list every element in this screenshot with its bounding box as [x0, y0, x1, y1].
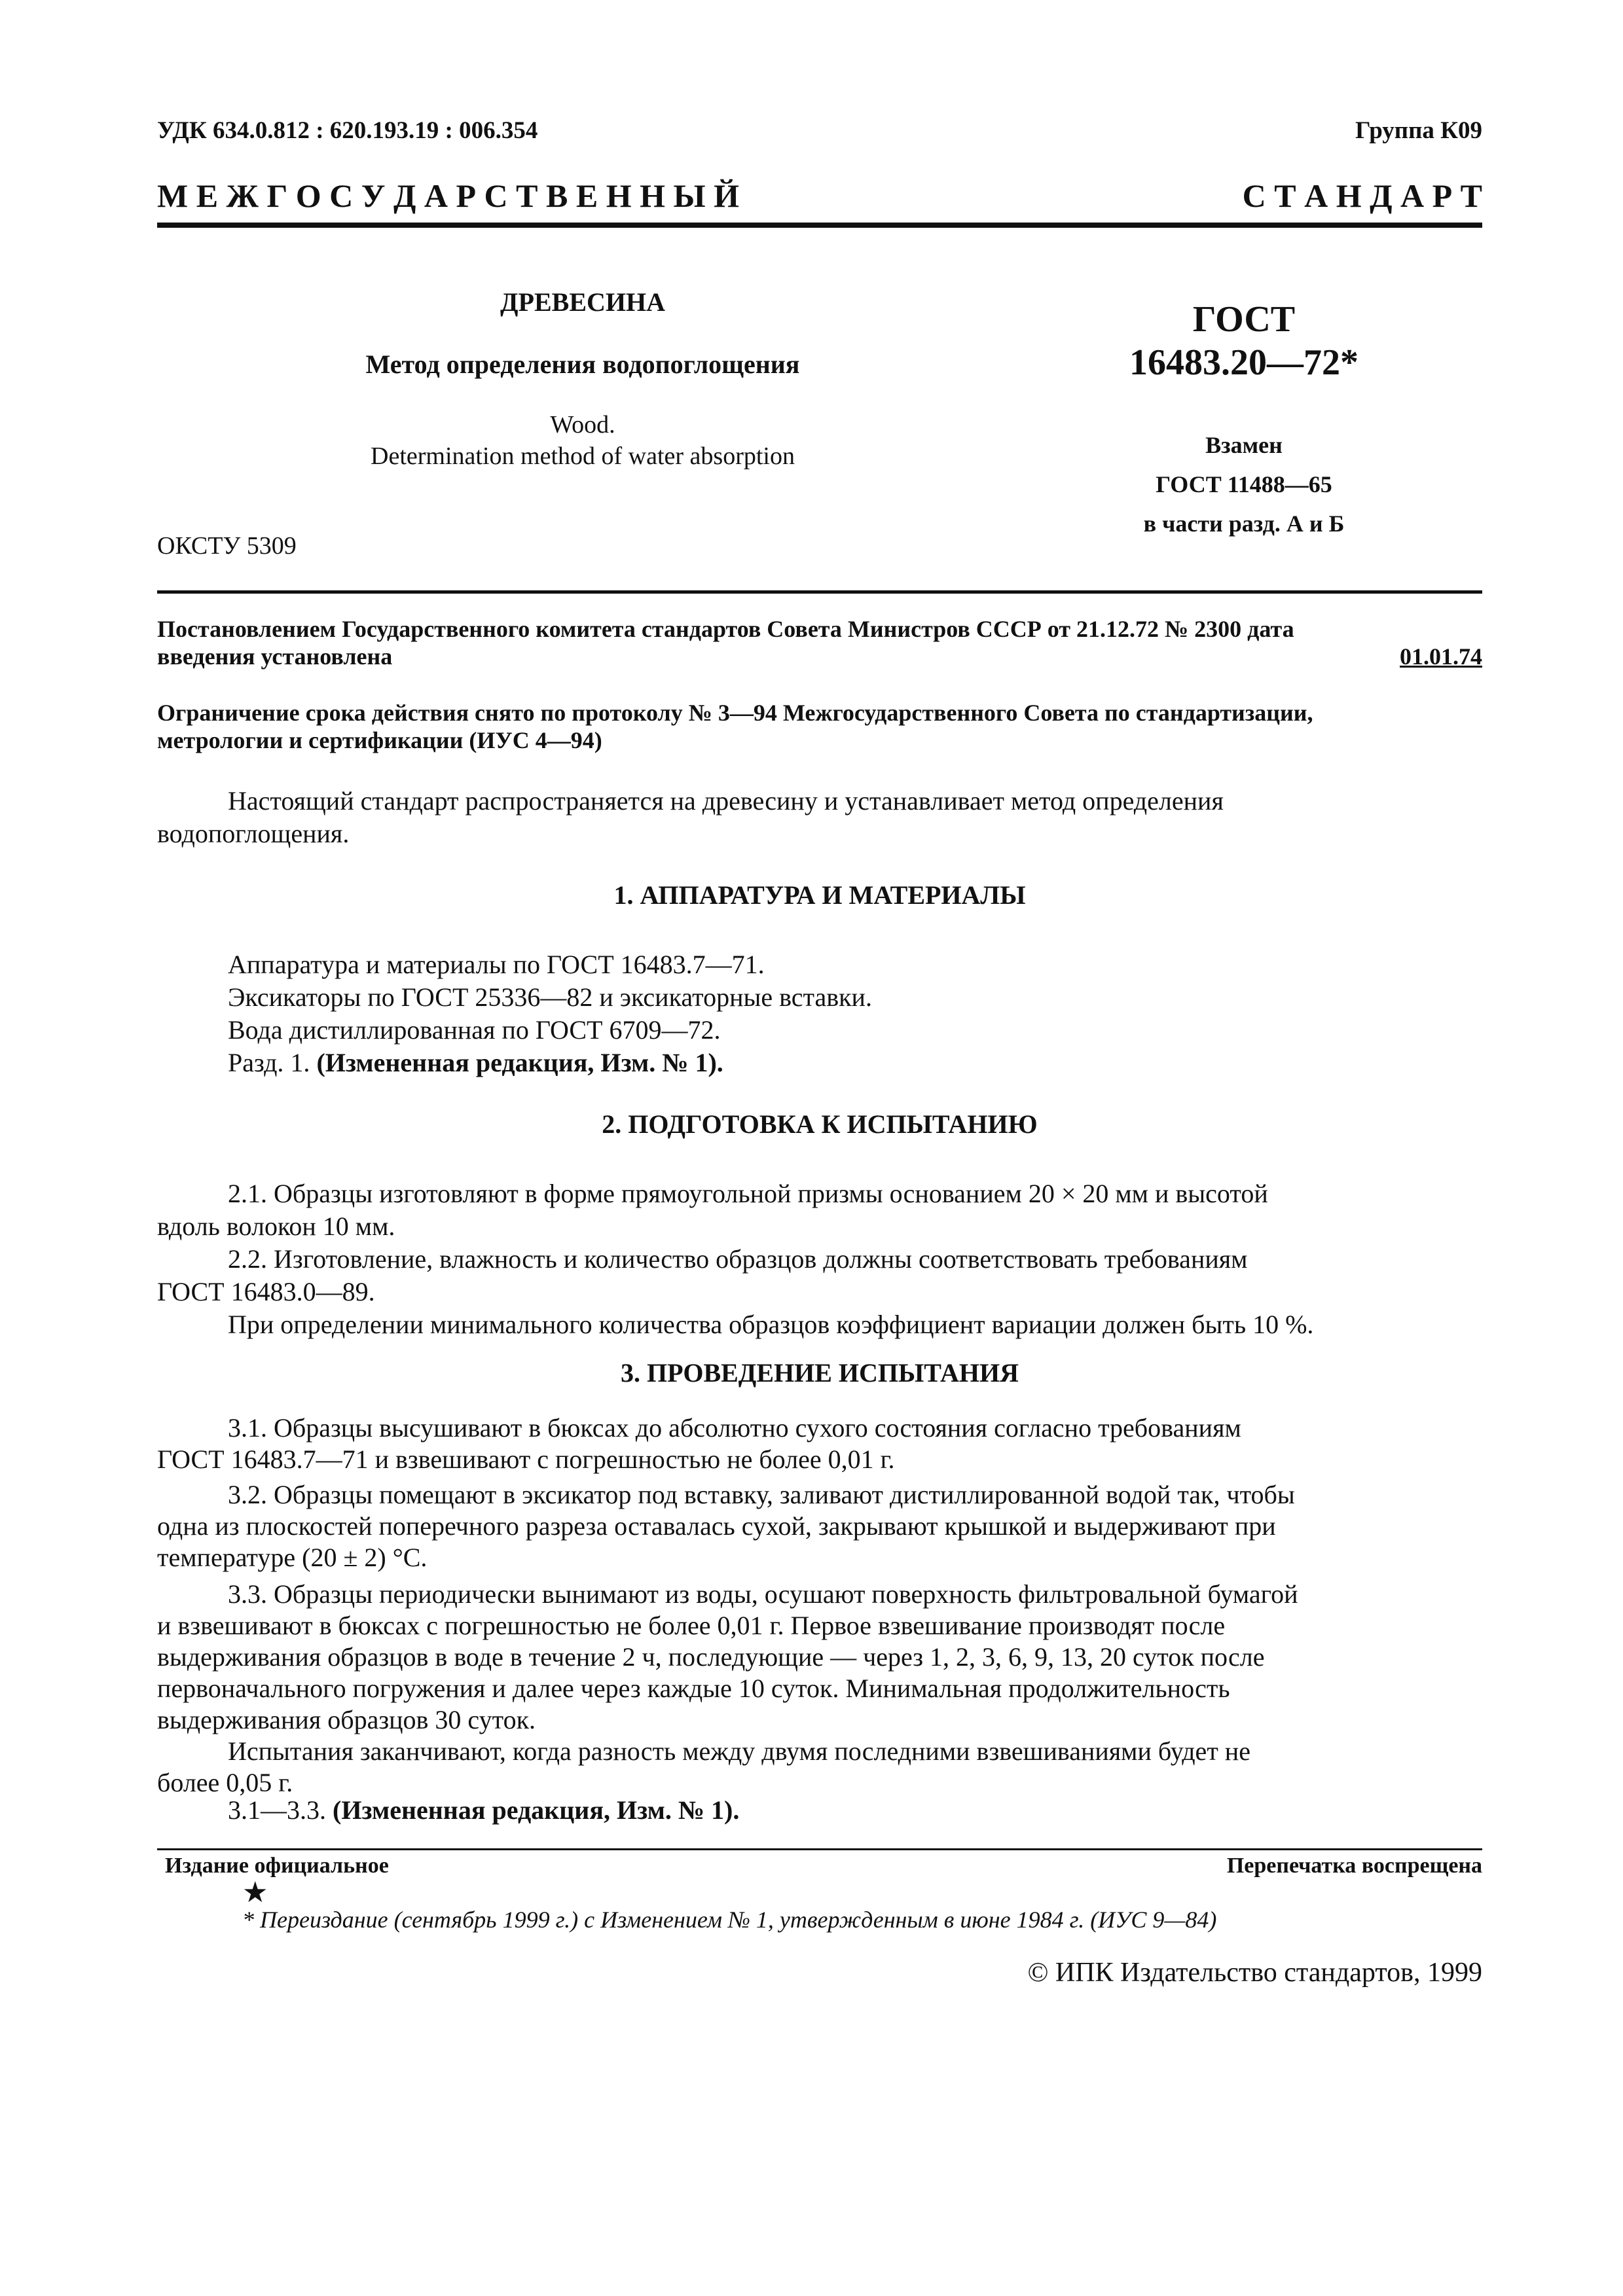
- interstate-standard-banner: [157, 177, 1482, 215]
- banner-word-interstate: М Е Ж Г О С У Д А Р С Т В Е Н Н Ы Й: [157, 177, 739, 214]
- decree-line1: Постановлением Государственного комитета стандартов Совета Министров СССР от 21.12.72 № 2300 дата: [157, 616, 1294, 642]
- title-rule: [157, 590, 1482, 594]
- section1-amend-prefix: Разд. 1.: [228, 1048, 310, 1077]
- section3-p1-line1: 3.1. Образцы высушивают в бюксах до абсолютно сухого состояния согласно требованиям: [228, 1413, 1241, 1443]
- copyright: © ИПК Издательство стандартов, 1999: [1027, 1958, 1482, 1988]
- english-title-line2: Determination method of water absorption: [371, 442, 795, 470]
- official-edition: Издание официальное: [165, 1854, 389, 1878]
- limitation-line2: метрологии и сертификации (ИУС 4—94): [157, 727, 602, 753]
- reissue-note: * Переиздание (сентябрь 1999 г.) с Изменением № 1, утвержденным в июне 1984 г. (ИУС 9—84): [242, 1907, 1217, 1933]
- section3-p1-line2: ГОСТ 16483.7—71 и взвешивают с погрешностью не более 0,01 г.: [157, 1444, 895, 1474]
- footer-rule: [157, 1848, 1482, 1850]
- udk-code: УДК 634.0.812 : 620.193.19 : 006.354: [157, 117, 538, 144]
- section2-p1-line2: вдоль волокон 10 мм.: [157, 1211, 395, 1241]
- section3-p3-line1: 3.3. Образцы периодически вынимают из воды, осушают поверхность фильтровальной бумагой: [228, 1579, 1298, 1609]
- section2-p2-line2: ГОСТ 16483.0—89.: [157, 1277, 375, 1306]
- section3-amendment: [228, 1795, 1482, 1826]
- section2-p2-line1: 2.2. Изготовление, влажность и количество образцов должны соответствовать требованиям: [228, 1244, 1248, 1274]
- group-code: Группа К09: [1355, 117, 1482, 144]
- limitation-line1: Ограничение срока действия снято по протоколу № 3—94 Межгосударственного Совета по стандартизации,: [157, 700, 1313, 726]
- section3-heading: 3. ПРОВЕДЕНИЕ ИСПЫТАНИЯ: [621, 1358, 1019, 1388]
- replaces-number: ГОСТ 11488—65: [1156, 471, 1332, 497]
- replaces-scope: в части разд. А и Б: [1143, 511, 1345, 537]
- star-icon: ★: [242, 1876, 268, 1909]
- section3-p3-line3: выдерживания образцов в воде в течение 2 ч, последующие — через 1, 2, 3, 6, 9, 13, 20 суток после: [157, 1642, 1265, 1672]
- document-subtitle: Метод определения водопоглощения: [365, 350, 800, 379]
- section1-amendment: [228, 1047, 1482, 1079]
- section2-heading: 2. ПОДГОТОВКА К ИСПЫТАНИЮ: [602, 1109, 1038, 1139]
- section2-p1-line1: 2.1. Образцы изготовляют в форме прямоугольной призмы основанием 20 × 20 мм и высотой: [228, 1179, 1268, 1208]
- banner-word-standard: С Т А Н Д А Р Т: [1242, 177, 1482, 214]
- section1-item3: Вода дистиллированная по ГОСТ 6709—72.: [228, 1015, 721, 1045]
- section1-item1: Аппаратура и материалы по ГОСТ 16483.7—71.: [228, 950, 765, 979]
- section2-p3: При определении минимального количества образцов коэффициент вариации должен быть 10 %.: [228, 1310, 1314, 1339]
- replaces-label: Взамен: [1205, 432, 1283, 458]
- section3-p2-line3: температуре (20 ± 2) °С.: [157, 1543, 428, 1572]
- document-title: ДРЕВЕСИНА: [500, 287, 665, 317]
- effective-date: 01.01.74: [1400, 643, 1482, 670]
- banner-rule: [157, 223, 1482, 228]
- section3-p4-line2: более 0,05 г.: [157, 1768, 293, 1797]
- intro-line1: Настоящий стандарт распространяется на древесину и устанавливает метод определения: [228, 786, 1224, 816]
- section1-heading: 1. АППАРАТУРА И МАТЕРИАЛЫ: [613, 880, 1026, 910]
- english-title-line1: Wood.: [550, 411, 615, 439]
- section3-p4-line1: Испытания заканчивают, когда разность между двумя последними взвешиваниями будет не: [228, 1736, 1250, 1766]
- section1-amend-note: (Измененная редакция, Изм. № 1).: [316, 1048, 723, 1077]
- section3-p3-line2: и взвешивают в бюксах с погрешностью не более 0,01 г. Первое взвешивание производят после: [157, 1611, 1226, 1640]
- section1-item2: Эксикаторы по ГОСТ 25336—82 и эксикаторные вставки.: [228, 982, 872, 1012]
- header-line: [157, 117, 1482, 145]
- gost-designation: [1028, 298, 1460, 384]
- section3-amend-prefix: 3.1—3.3.: [228, 1795, 326, 1825]
- limitation-text: [157, 699, 1482, 754]
- section3-p2-line2: одна из плоскостей поперечного разреза оставалась сухой, закрывают крышкой и выдерживают при: [157, 1511, 1276, 1541]
- reprint-prohibited: Перепечатка воспрещена: [1226, 1854, 1482, 1878]
- gost-label: ГОСТ: [1192, 299, 1296, 340]
- decree-text: [157, 615, 1482, 670]
- decree-line2: введения установлена: [157, 643, 393, 670]
- intro-line2: водопоглощения.: [157, 819, 350, 848]
- section3-p3-line5: выдерживания образцов 30 суток.: [157, 1705, 536, 1734]
- english-title: [288, 409, 877, 472]
- section3-amend-note: (Измененная редакция, Изм. № 1).: [333, 1795, 740, 1825]
- section3-p2-line1: 3.2. Образцы помещают в эксикатор под вставку, заливают дистиллированной водой так, чтобы: [228, 1480, 1295, 1509]
- okstu-code: ОКСТУ 5309: [157, 532, 297, 560]
- replaces-block: [1028, 425, 1460, 543]
- section3-p3-line4: первоначального погружения и далее через каждые 10 суток. Минимальная продолжительность: [157, 1674, 1230, 1703]
- gost-number: 16483.20—72*: [1129, 342, 1359, 383]
